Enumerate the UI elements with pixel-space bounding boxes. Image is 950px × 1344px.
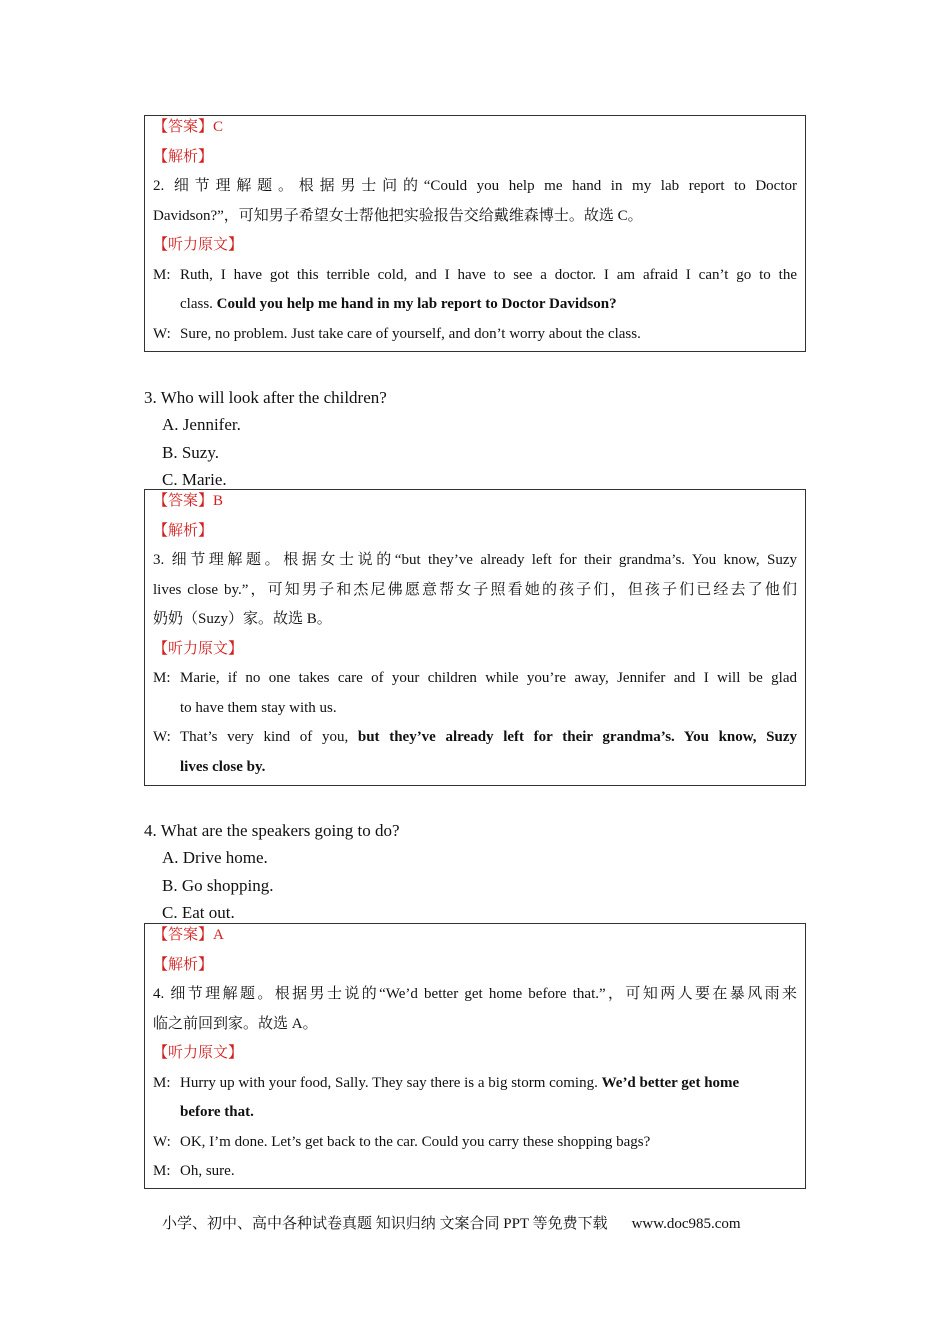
answer-value: A xyxy=(213,927,224,943)
answer-label: 【答案】 xyxy=(153,927,214,943)
question-3 xyxy=(144,384,387,493)
analysis-line: 4. 细节理解题。根据男士说的“We’d better get home before that.”，可知两人要在暴风雨来 xyxy=(153,986,797,1002)
answer-box-q4 xyxy=(144,923,806,1189)
dialogue-text: class. xyxy=(180,296,217,312)
dialogue-turn-m xyxy=(153,1157,797,1187)
key-sentence: Could you help me hand in my lab report to Doctor Davidson? xyxy=(216,296,617,312)
dialogue-line: Oh, sure. xyxy=(180,1163,235,1179)
speaker-label: M: xyxy=(153,266,171,283)
analysis-label: 【解析】 xyxy=(153,956,214,973)
answer-box-q2 xyxy=(144,115,806,352)
analysis-line: 3. 细节理解题。根据女士说的“but they’ve already left for their grandma’s. You know, Suzy xyxy=(153,552,797,568)
speaker-label: W: xyxy=(153,1133,171,1150)
speaker-label: W: xyxy=(153,729,171,745)
dialogue-text: That’s very kind of you, xyxy=(180,729,358,745)
question-stem: 4. What are the speakers going to do? xyxy=(144,821,400,840)
transcript-label: 【听力原文】 xyxy=(153,640,244,657)
analysis-label: 【解析】 xyxy=(153,148,214,165)
dialogue-line xyxy=(180,723,797,753)
answer-line xyxy=(153,921,797,951)
dialogue-line: Ruth, I have got this terrible cold, and I have to see a doctor. I am afraid I can’t go to the xyxy=(180,266,797,283)
speaker-label: M: xyxy=(153,1163,171,1179)
answer-value: B xyxy=(213,493,224,509)
analysis-label: 【解析】 xyxy=(153,522,214,539)
analysis-line: Davidson?”，可知男子希望女士帮他把实验报告交给戴维森博士。故选 C。 xyxy=(153,207,643,224)
speaker-label: M: xyxy=(153,670,171,686)
question-4 xyxy=(144,817,400,926)
answer-value: C xyxy=(213,119,224,135)
dialogue-line: OK, I’m done. Let’s get back to the car. Could you carry these shopping bags? xyxy=(180,1133,651,1150)
transcript-label: 【听力原文】 xyxy=(153,237,244,253)
dialogue-line: Sure, no problem. Just take care of yourself, and don’t worry about the class. xyxy=(180,325,641,342)
question-stem: 3. Who will look after the children? xyxy=(144,388,387,407)
analysis-line: 奶奶（Suzy）家。故选 B。 xyxy=(153,611,332,627)
footer-url: www.doc985.com xyxy=(631,1216,741,1232)
option-a: A. Jennifer. xyxy=(162,415,241,435)
speaker-label: W: xyxy=(153,325,171,342)
option-c: C. Eat out. xyxy=(162,902,235,922)
analysis-line: 临之前回到家。故选 A。 xyxy=(153,1015,318,1032)
dialogue-turn-w xyxy=(153,1128,797,1158)
key-sentence: We’d better get home xyxy=(601,1074,740,1091)
answer-line xyxy=(153,113,797,143)
dialogue-turn-w xyxy=(153,723,797,782)
key-sentence: before that. xyxy=(180,1104,254,1120)
dialogue-turn-m xyxy=(153,664,797,723)
analysis-line: lives close by.”，可知男子和杰尼佛愿意帮女子照看她的孩子们，但孩子们已经去了他们 xyxy=(153,581,797,598)
answer-label: 【答案】 xyxy=(153,493,214,509)
option-c: C. Marie. xyxy=(162,469,227,489)
page-footer xyxy=(162,1212,741,1233)
option-b: B. Suzy. xyxy=(162,442,219,462)
option-b: B. Go shopping. xyxy=(162,875,274,895)
answer-line xyxy=(153,487,797,517)
answer-box-q3 xyxy=(144,489,806,786)
footer-text: 小学、初中、高中各种试卷真题 知识归纳 文案合同 PPT 等免费下载 xyxy=(162,1216,608,1232)
dialogue-turn-m xyxy=(153,261,797,320)
option-a: A. Drive home. xyxy=(162,848,268,868)
dialogue-line: to have them stay with us. xyxy=(180,699,337,716)
transcript-label: 【听力原文】 xyxy=(153,1045,244,1061)
dialogue-line: Marie, if no one takes care of your children while you’re away, Jennifer and I will be glad xyxy=(180,670,797,686)
speaker-label: M: xyxy=(153,1074,171,1091)
dialogue-text: Hurry up with your food, Sally. They say there is a big storm coming. xyxy=(180,1074,602,1091)
key-sentence: but they’ve already left for their grandma’s. You know, Suzy xyxy=(357,729,798,745)
analysis-line: 2. 细节理解题。根据男士问的“Could you help me hand in my lab report to Doctor xyxy=(153,178,797,194)
answer-label: 【答案】 xyxy=(153,119,214,135)
key-sentence: lives close by. xyxy=(180,758,266,775)
dialogue-line xyxy=(180,1069,797,1099)
dialogue-turn-w xyxy=(153,320,797,350)
dialogue-line xyxy=(180,290,797,320)
dialogue-turn-m xyxy=(153,1069,797,1128)
